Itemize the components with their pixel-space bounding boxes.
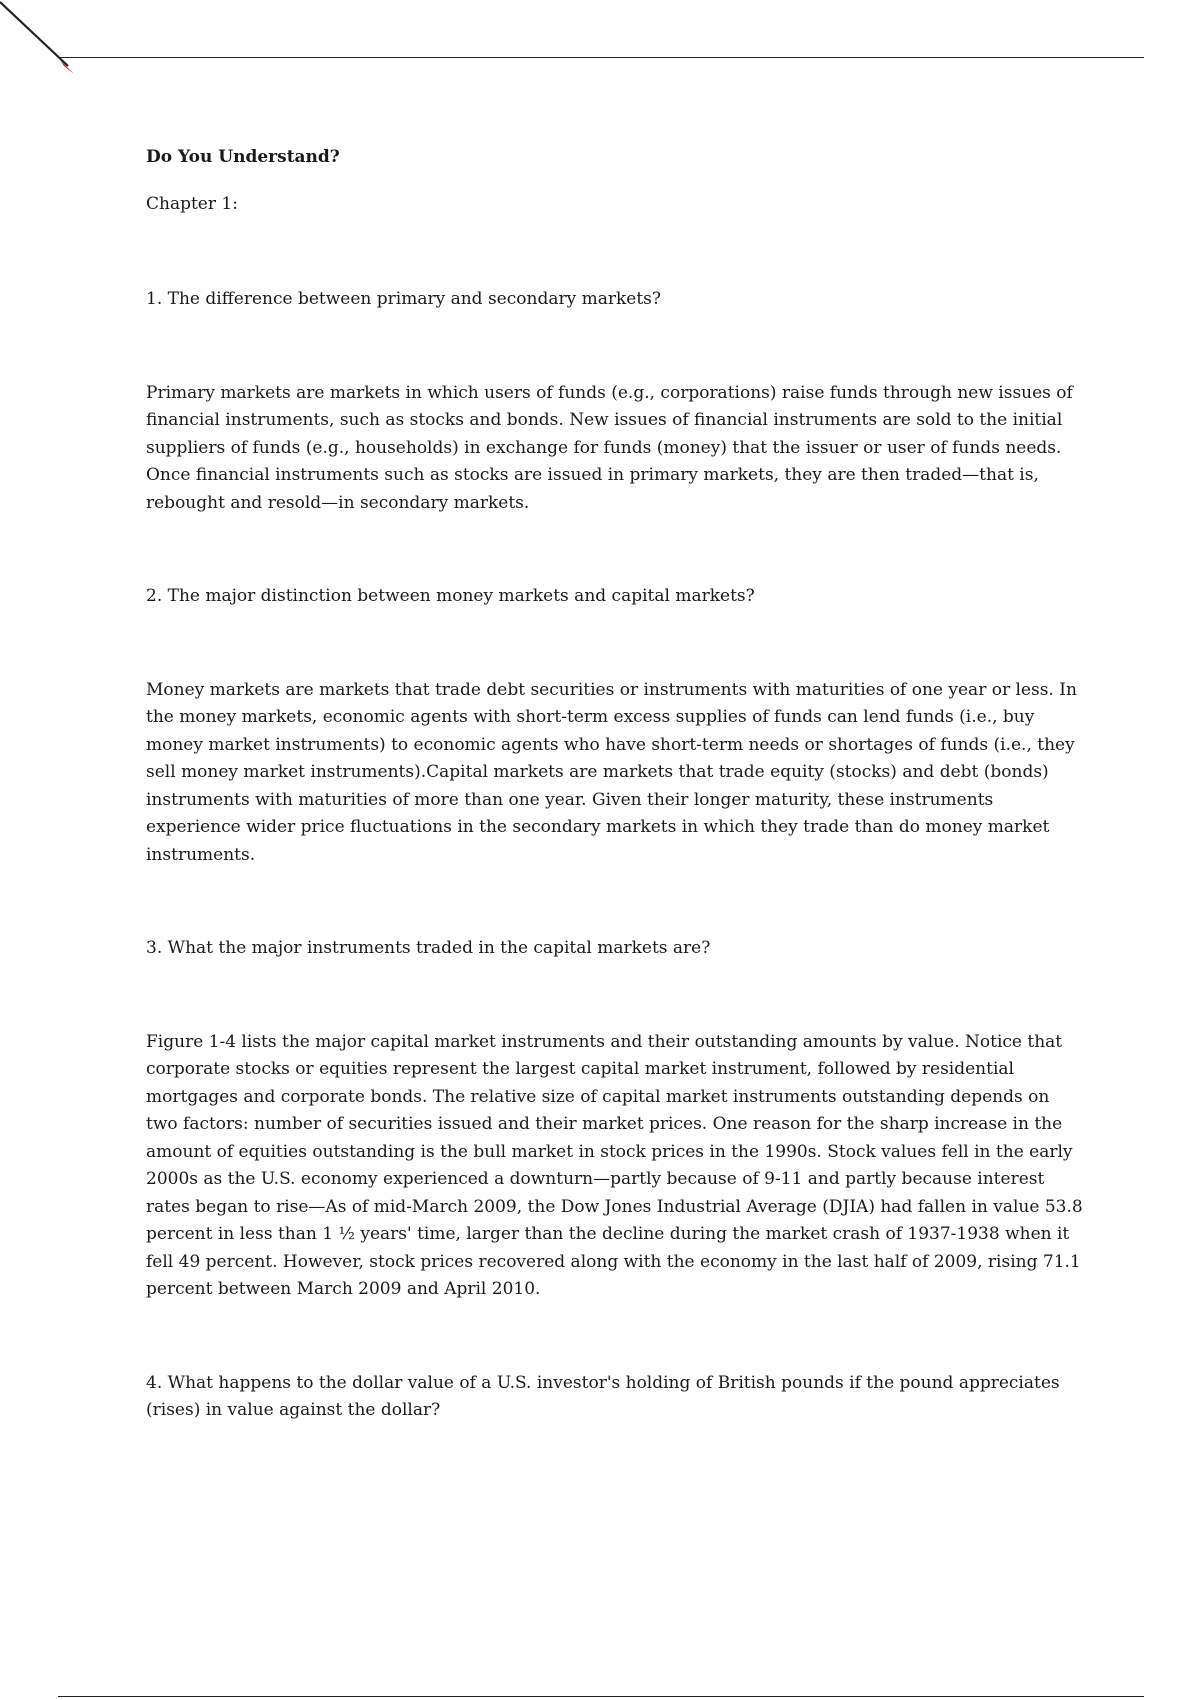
question-2: 2. The major distinction between money markets and capital markets? <box>146 586 755 606</box>
corner-arrow-icon <box>0 0 80 80</box>
question-4: 4. What happens to the dollar value of a U.S. investor's holding of British pounds if the pound appreciates (rises) in value against the dollar? <box>146 1372 1060 1420</box>
document-body <box>146 145 1086 1425</box>
answer-2: Money markets are markets that trade debt securities or instruments with maturities of one year or less. In the money markets, economic agents with short-term excess supplies of funds can lend funds (i.e., buy money market instruments) to economic agents who have short-term needs or shortages of funds (i.e., they sell money market instruments).Capital markets are markets that trade equity (stocks) and debt (bonds) instruments with maturities of more than one year. Given their longer maturity, these instruments experience wider price fluctuations in the secondary markets in which they trade than do money market instruments. <box>146 679 1077 865</box>
document-title: Do You Understand? <box>146 147 340 167</box>
footer-rule <box>58 1696 1144 1697</box>
question-1: 1. The difference between primary and secondary markets? <box>146 289 662 309</box>
chapter-label: Chapter 1: <box>146 194 238 214</box>
question-3: 3. What the major instruments traded in the capital markets are? <box>146 938 711 958</box>
answer-3: Figure 1-4 lists the major capital market instruments and their outstanding amounts by value. Notice that corporate stocks or equities represent the largest capital market instrument, followed by residential mortgages and corporate bonds. The relative size of capital market instruments outstanding depends on two factors: number of securities issued and their market prices. One reason for the sharp increase in the amount of equities outstanding is the bull market in stock prices in the 1990s. Stock values fell in the early 2000s as the U.S. economy experienced a downturn—partly because of 9-11 and partly because interest rates began to rise—As of mid-March 2009, the Dow Jones Industrial Average (DJIA) had fallen in value 53.8 percent in less than 1 ½ years' time, larger than the decline during the market crash of 1937-1938 when it fell 49 percent. However, stock prices recovered along with the economy in the last half of 2009, rising 71.1 percent between March 2009 and April 2010. <box>146 1031 1083 1299</box>
header-rule <box>58 57 1144 58</box>
answer-1: Primary markets are markets in which users of funds (e.g., corporations) raise funds through new issues of financial instruments, such as stocks and bonds. New issues of financial instruments are sold to the initial suppliers of funds (e.g., households) in exchange for funds (money) that the issuer or user of funds needs. Once financial instruments such as stocks are issued in primary markets, they are then traded—that is, rebought and resold—in secondary markets. <box>146 382 1073 513</box>
